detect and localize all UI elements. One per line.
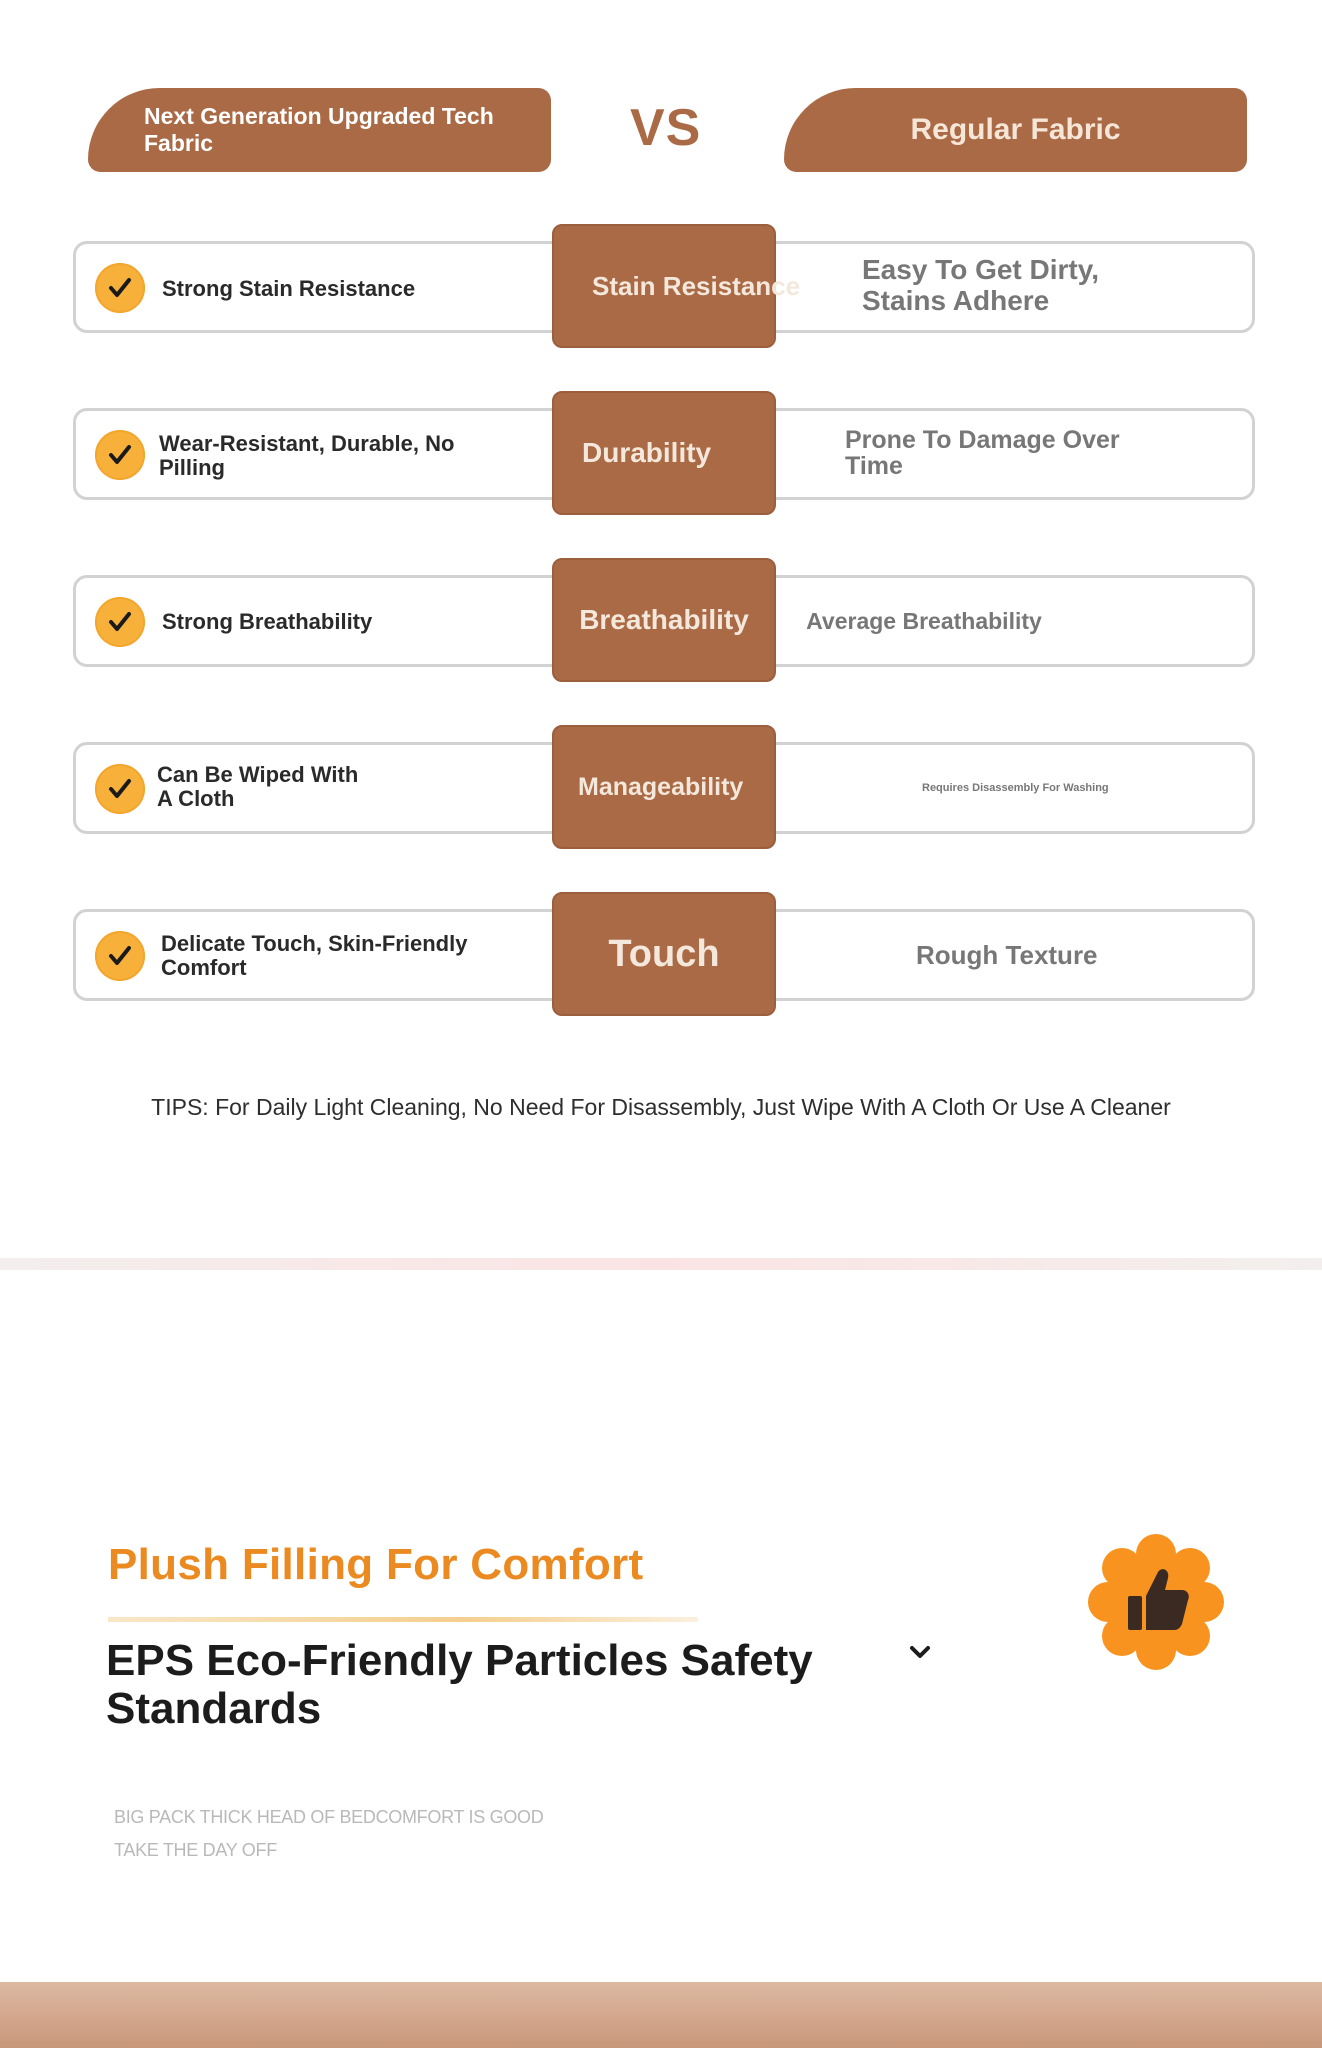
criterion-label: Stain Resistance	[552, 224, 776, 348]
check-circle-icon	[95, 764, 145, 814]
check-circle-icon	[95, 430, 145, 480]
thumbs-up-badge-icon	[1086, 1532, 1226, 1677]
check-circle-icon	[95, 931, 145, 981]
section-subtitle: EPS Eco-Friendly Particles Safety Standards	[106, 1636, 813, 1733]
section-divider	[0, 1258, 1322, 1270]
chevron-down-icon	[906, 1642, 934, 1667]
criterion-label: Touch	[552, 892, 776, 1016]
section-title: Plush Filling For Comfort	[108, 1540, 644, 1589]
regular-fabric-header	[784, 88, 1247, 172]
criterion-label: Durability	[552, 391, 776, 515]
check-circle-icon	[95, 597, 145, 647]
vs-label: VS	[630, 99, 702, 157]
regular-fabric-header-label: Regular Fabric	[910, 113, 1121, 146]
regular-feature-text: Average Breathability	[806, 608, 1042, 634]
criterion-label: Manageability	[552, 725, 776, 849]
regular-feature-text: Rough Texture	[916, 940, 1098, 970]
regular-feature-text: Requires Disassembly For Washing	[922, 782, 1109, 794]
tips-text: TIPS: For Daily Light Cleaning, No Need For Disassembly, Just Wipe With A Cloth Or Use A Cleaner	[151, 1094, 1171, 1120]
tagline-line-1: BIG PACK THICK HEAD OF BEDCOMFORT IS GOOD	[114, 1807, 544, 1827]
tech-feature-text: Strong Breathability	[162, 609, 373, 634]
tagline-line-2: TAKE THE DAY OFF	[114, 1840, 277, 1860]
tech-feature-text: Delicate Touch, Skin-Friendly Comfort	[161, 931, 468, 980]
tech-feature-text: Strong Stain Resistance	[162, 276, 416, 301]
product-photo-strip	[0, 1982, 1322, 2048]
criterion-label: Breathability	[552, 558, 776, 682]
check-circle-icon	[95, 263, 145, 313]
regular-feature-text: Easy To Get Dirty, Stains Adhere	[862, 254, 1100, 316]
regular-feature-text: Prone To Damage Over Time	[845, 426, 1120, 480]
tech-fabric-header	[88, 88, 551, 172]
title-underline	[108, 1617, 698, 1622]
tech-feature-text: Can Be Wiped With A Cloth	[157, 762, 359, 811]
tech-feature-text: Wear-Resistant, Durable, No Pilling	[159, 431, 455, 480]
tech-fabric-header-label: Next Generation Upgraded Tech Fabric	[144, 103, 494, 156]
